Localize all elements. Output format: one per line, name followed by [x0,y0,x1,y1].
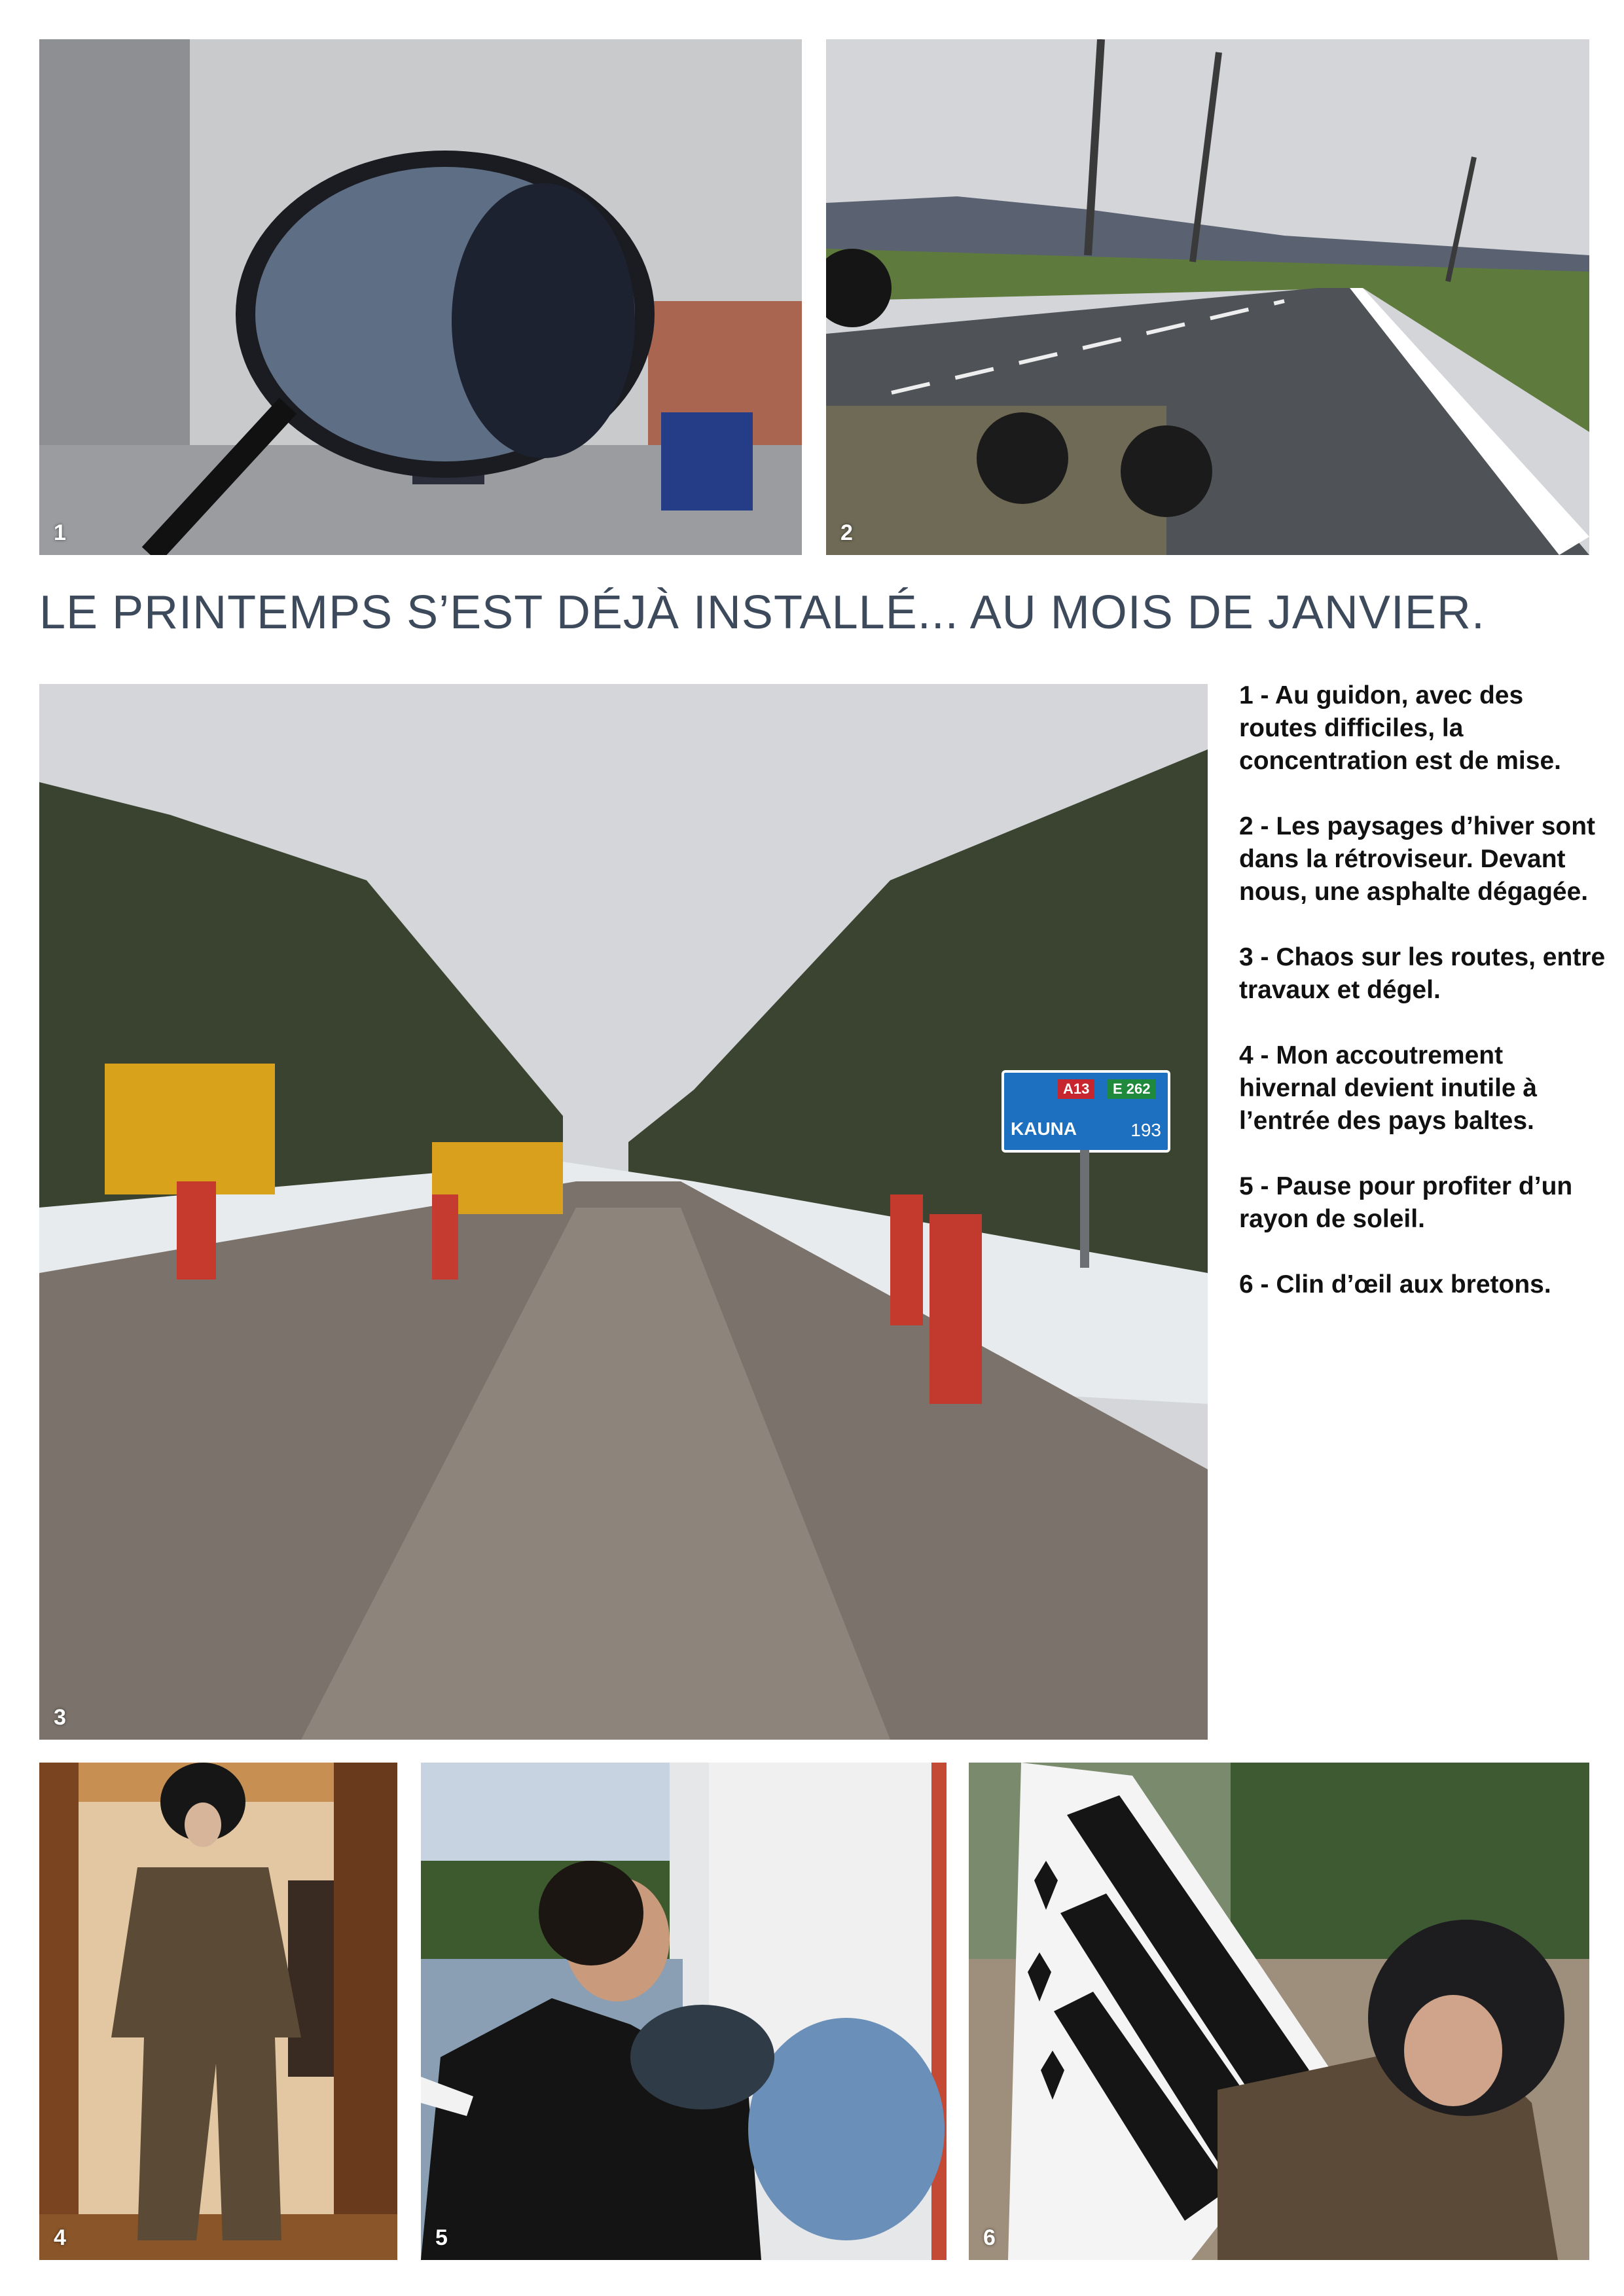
road-sign [1001,1070,1170,1153]
caption-1: 1 - Au guidon, avec des routes difficiles, la concentration est de mise. [1239,681,1561,775]
photo-1 [39,39,802,555]
road-sign-city: KAUNA [1011,1119,1077,1139]
caption-2: 2 - Les paysages d’hiver sont dans la rétroviseur. Devant nous, une asphalte dégagée. [1239,812,1596,906]
photo-3 [39,684,1208,1740]
photo-number: 3 [54,1705,66,1730]
photo-3-image [39,684,1208,1740]
caption-3: 3 - Chaos sur les routes, entre travaux et dégel. [1239,943,1606,1004]
photo-number: 1 [54,520,66,545]
photo-4 [39,1763,397,2260]
photo-6 [969,1763,1589,2260]
road-sign-route-e262: E 262 [1108,1079,1156,1099]
road-sign-distance: 193 [1130,1120,1161,1140]
road-sign-route-a13: A13 [1058,1079,1094,1099]
photo-6-image [969,1763,1589,2260]
photo-5-image [421,1763,947,2260]
photo-number: 6 [983,2225,996,2250]
photo-2-image [826,39,1589,555]
photo-number: 2 [840,520,853,545]
photo-4-image [39,1763,397,2260]
caption-4: 4 - Mon accoutrement hivernal devient inutile à l’entrée des pays baltes. [1239,1041,1538,1135]
photo-2 [826,39,1589,555]
caption-5: 5 - Pause pour profiter d’un rayon de soleil. [1239,1172,1573,1233]
caption-6: 6 - Clin d’œil aux bretons. [1239,1270,1551,1299]
caption-list [1239,679,1606,1334]
photo-number: 5 [435,2225,448,2250]
photo-1-image [39,39,802,555]
photo-5 [421,1763,947,2260]
page-title: LE PRINTEMPS S’EST DÉJÀ INSTALLÉ... AU MOIS DE JANVIER. [39,586,1485,639]
photo-number: 4 [54,2225,66,2250]
road-sign-pole [1080,1150,1089,1268]
